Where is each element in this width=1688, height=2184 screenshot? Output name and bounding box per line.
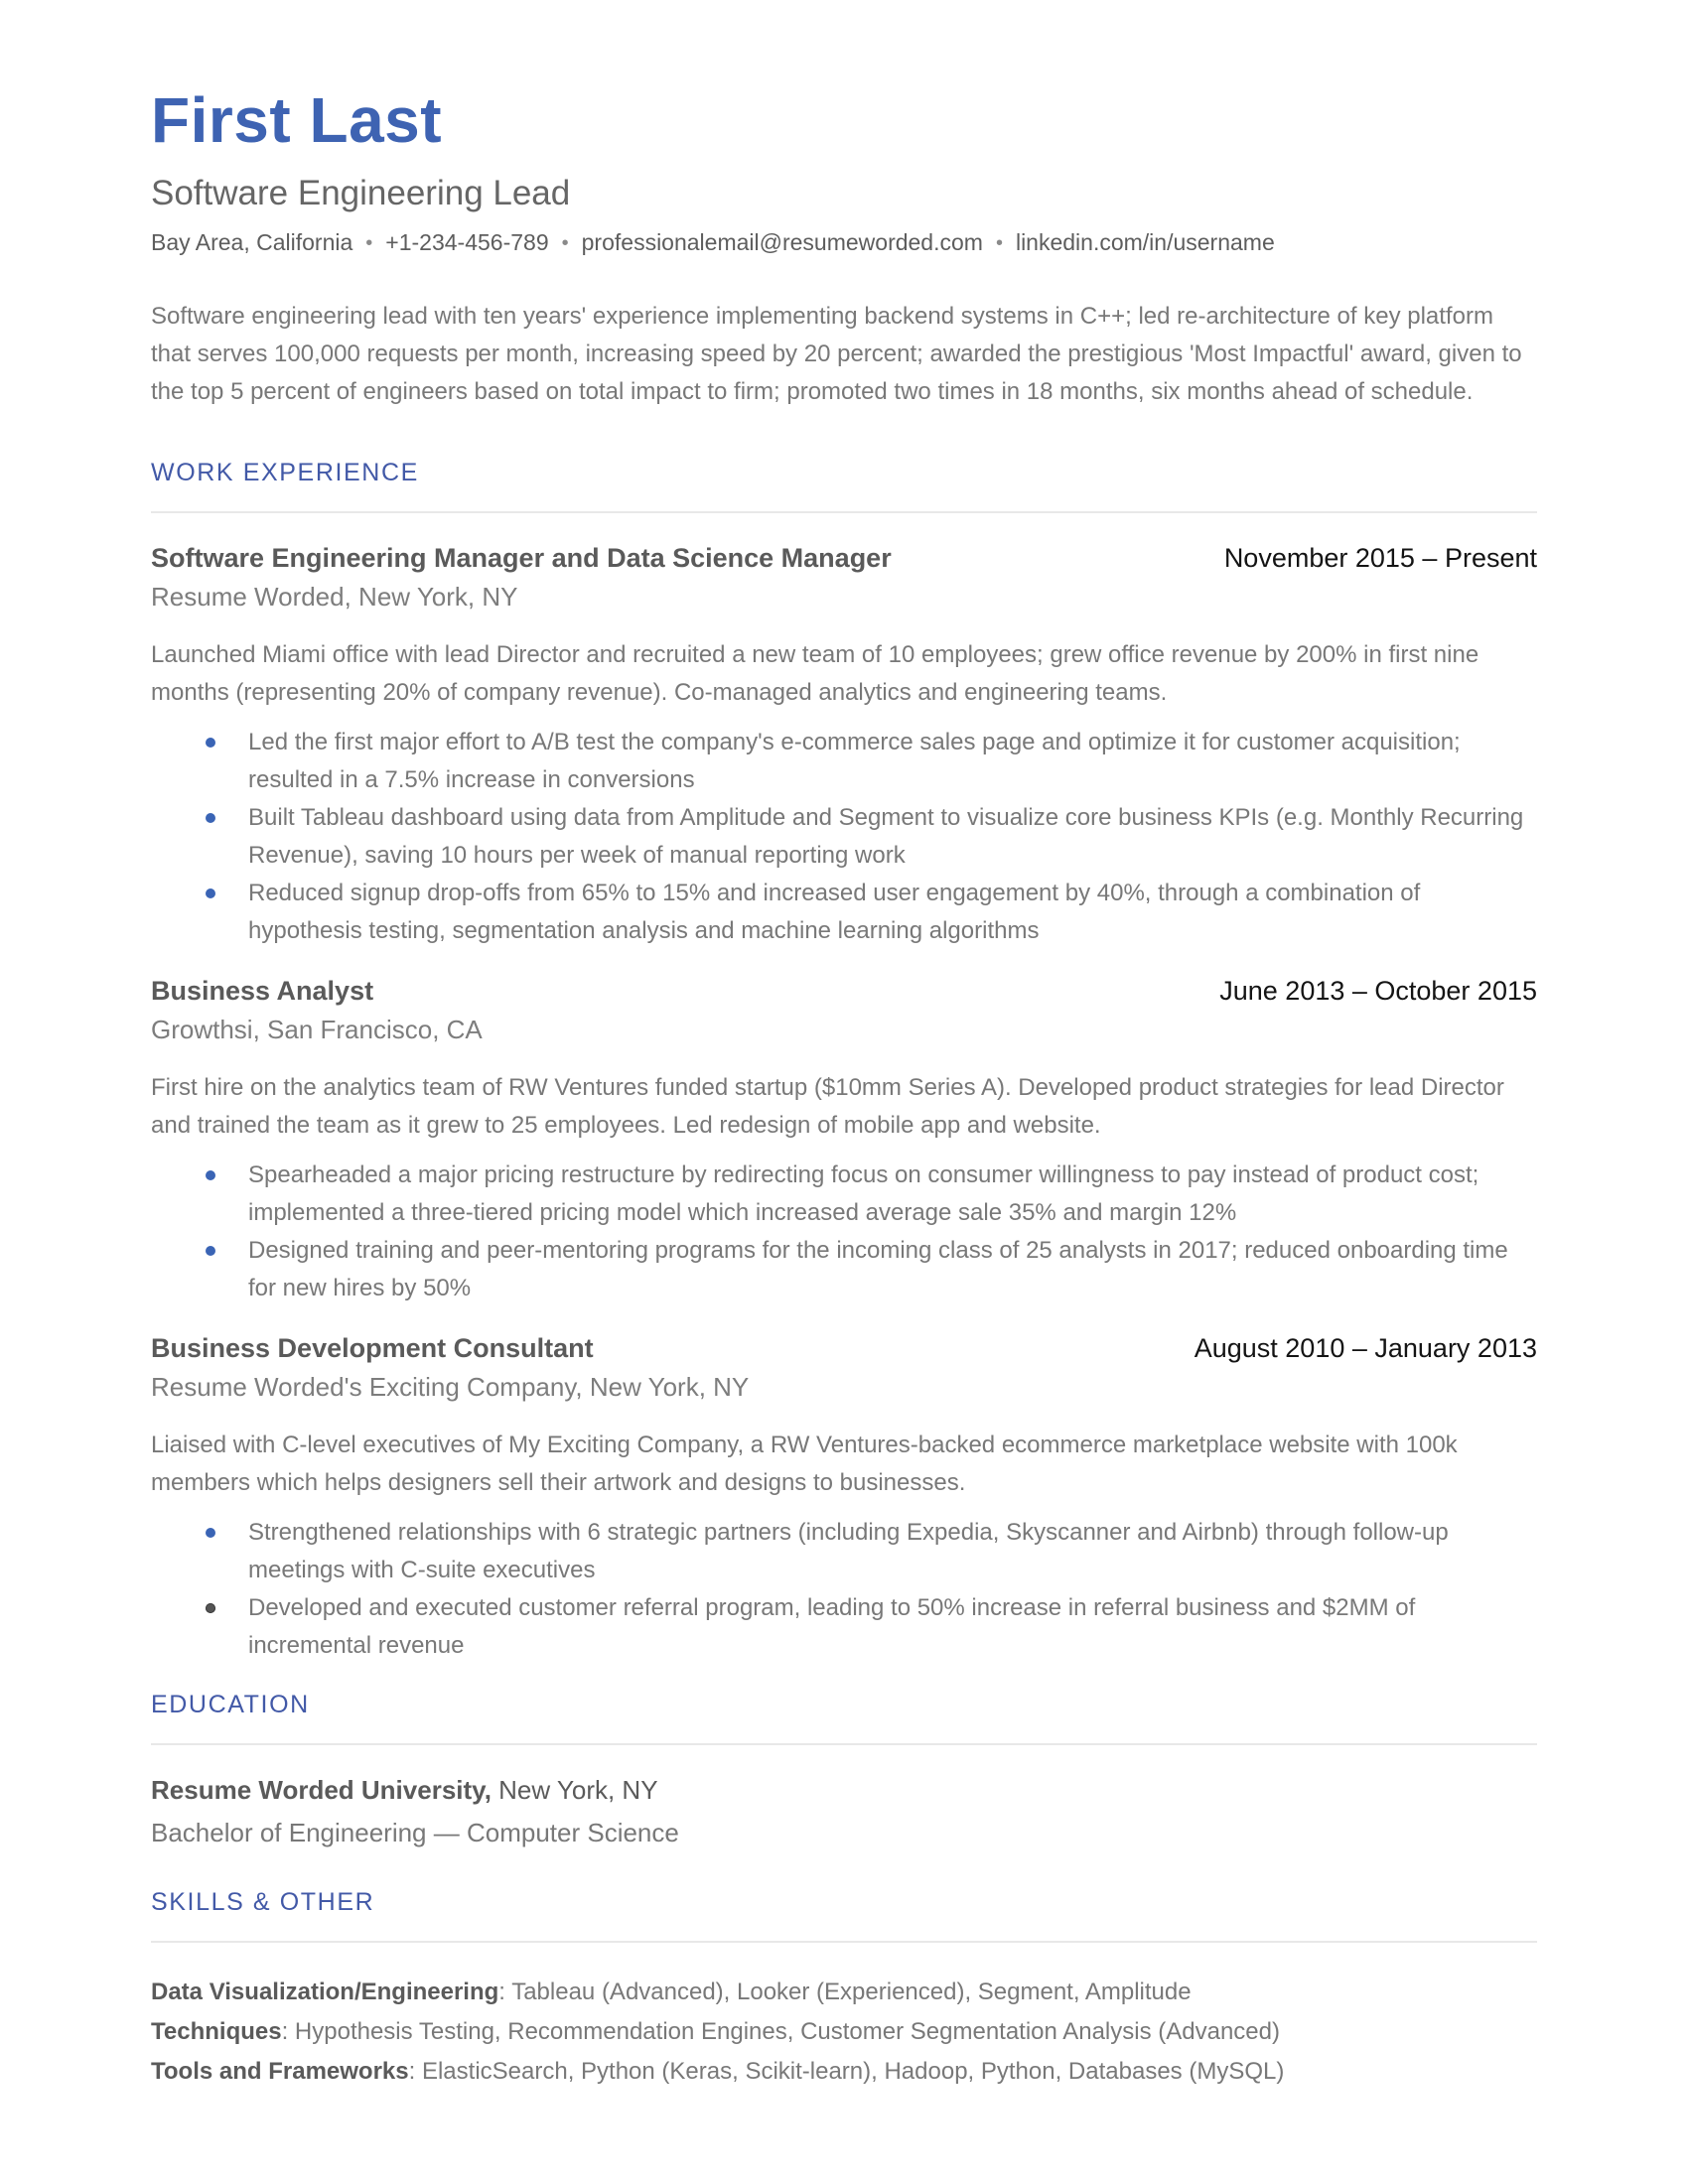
skill-category-label: Data Visualization/Engineering	[151, 1979, 499, 2006]
job-header	[151, 1333, 1537, 1364]
job-title: Business Analyst	[151, 976, 374, 1007]
education-degree: Bachelor of Engineering — Computer Science	[151, 1818, 679, 1848]
job-company: Resume Worded's Exciting Company, New York, NY	[151, 1372, 750, 1403]
skills-line	[151, 1973, 1537, 2012]
job-header	[151, 543, 1537, 574]
education-entry	[151, 1775, 1537, 1848]
summary-text: Software engineering lead with ten years' experience implementing backend systems in C++; led re-architecture of key platform that serves 100,000 requests per month, increasing speed by 20 percent; awarded the prestigious 'Most Impactful' award, given to the top 5 percent of engineers based on total impact to firm; promoted two times in 18 months, six months ahead of schedule.	[151, 303, 1522, 406]
job-dates: August 2010 – January 2013	[1194, 1333, 1537, 1364]
section-divider	[151, 511, 1537, 513]
job-entry	[151, 976, 1537, 1307]
separator-dot: •	[365, 232, 373, 255]
contact-line	[151, 229, 1537, 256]
resume-headline: Software Engineering Lead	[151, 174, 571, 213]
education-school-location: New York, NY	[491, 1775, 658, 1806]
section-work-experience	[151, 459, 1537, 1665]
job-bullet-list	[206, 724, 1537, 950]
contact-email: professionalemail@resumeworded.com	[581, 229, 983, 256]
job-entry	[151, 543, 1537, 950]
skills-line	[151, 2052, 1537, 2092]
bullet-item: Designed training and peer-mentoring programs for the incoming class of 25 analysts in 2017; reduced onboarding time for new hires by 50%	[206, 1232, 1537, 1307]
separator-dot: •	[995, 232, 1003, 255]
bullet-item: Reduced signup drop-offs from 65% to 15% and increased user engagement by 40%, through a combination of hypothesis testing, segmentation analysis and machine learning algorithms	[206, 875, 1537, 950]
bullet-item: Developed and executed customer referral program, leading to 50% increase in referral business and $2MM of incremental revenue	[206, 1589, 1537, 1665]
skill-category-label: Tools and Frameworks	[151, 2058, 409, 2086]
job-bullet-list	[206, 1514, 1537, 1665]
section-divider	[151, 1941, 1537, 1943]
education-school-line	[151, 1775, 1537, 1806]
separator-dot: •	[561, 232, 569, 255]
section-divider	[151, 1743, 1537, 1745]
contact-linkedin: linkedin.com/in/username	[1015, 229, 1275, 256]
job-title: Software Engineering Manager and Data Science Manager	[151, 543, 892, 574]
job-dates: June 2013 – October 2015	[1219, 976, 1537, 1007]
contact-location: Bay Area, California	[151, 229, 353, 256]
skill-category-value: : Hypothesis Testing, Recommendation Engines, Customer Segmentation Analysis (Advanced)	[281, 2018, 1280, 2046]
section-education	[151, 1691, 1537, 1848]
job-description: Launched Miami office with lead Director and recruited a new team of 10 employees; grew office revenue by 200% in first nine months (representing 20% of company revenue). Co-managed analytics and engineering teams.	[151, 641, 1479, 707]
section-heading-education: EDUCATION	[151, 1691, 310, 1719]
section-skills	[151, 1888, 1537, 2092]
job-entry	[151, 1333, 1537, 1665]
job-description: Liaised with C-level executives of My Exciting Company, a RW Ventures-backed ecommerce marketplace website with 100k members which helps designers sell their artwork and designs to businesses.	[151, 1432, 1458, 1497]
contact-phone: +1-234-456-789	[385, 229, 549, 256]
education-school-name: Resume Worded University,	[151, 1775, 492, 1806]
job-description: First hire on the analytics team of RW Ventures funded startup ($10mm Series A). Developed product strategies for lead Director and trained the team as it grew to 25 employees. Led redesign of mobile app and website.	[151, 1074, 1504, 1140]
skill-category-value: : ElasticSearch, Python (Keras, Scikit-learn), Hadoop, Python, Databases (MySQL)	[408, 2058, 1285, 2086]
bullet-item: Strengthened relationships with 6 strategic partners (including Expedia, Skyscanner and Airbnb) through follow-up meetings with C-suite executives	[206, 1514, 1537, 1589]
resume-name: First Last	[151, 84, 443, 156]
job-title: Business Development Consultant	[151, 1333, 594, 1364]
section-heading-work-experience: WORK EXPERIENCE	[151, 459, 419, 487]
job-company: Resume Worded, New York, NY	[151, 582, 518, 613]
bullet-item: Built Tableau dashboard using data from Amplitude and Segment to visualize core business KPIs (e.g. Monthly Recurring Revenue), saving 10 hours per week of manual reporting work	[206, 799, 1537, 875]
job-company: Growthsi, San Francisco, CA	[151, 1015, 483, 1045]
skill-category-value: : Tableau (Advanced), Looker (Experienced), Segment, Amplitude	[498, 1979, 1192, 2006]
job-bullet-list	[206, 1157, 1537, 1307]
job-dates: November 2015 – Present	[1223, 543, 1537, 574]
job-header	[151, 976, 1537, 1007]
skill-category-label: Techniques	[151, 2018, 282, 2046]
section-heading-skills: SKILLS & OTHER	[151, 1888, 375, 1917]
bullet-item: Led the first major effort to A/B test the company's e-commerce sales page and optimize it for customer acquisition; resulted in a 7.5% increase in conversions	[206, 724, 1537, 799]
bullet-item: Spearheaded a major pricing restructure by redirecting focus on consumer willingness to pay instead of product cost; implemented a three-tiered pricing model which increased average sale 35% and margin 12%	[206, 1157, 1537, 1232]
skills-line	[151, 2012, 1537, 2052]
